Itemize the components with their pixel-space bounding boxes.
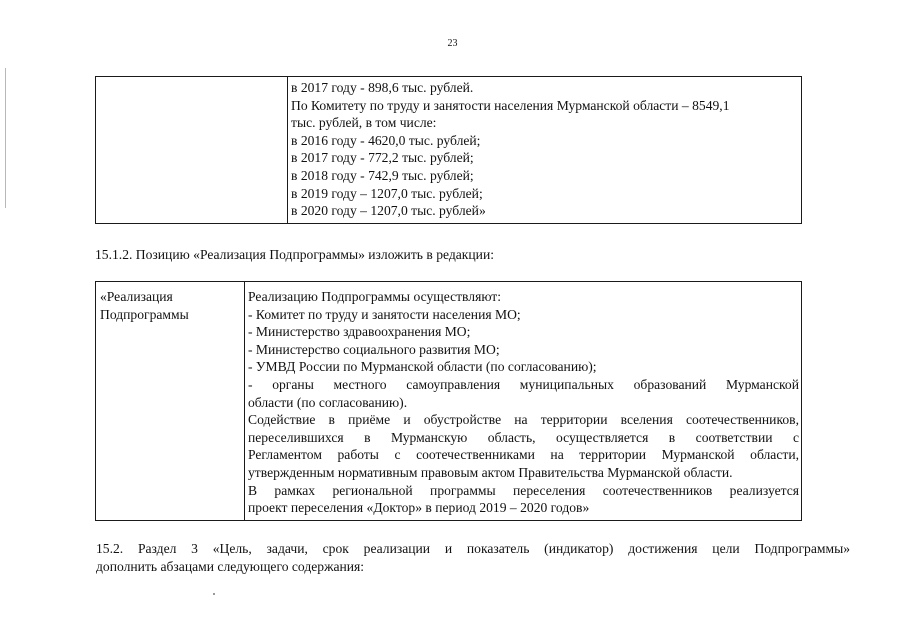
- implementation-line: утвержденным нормативным правовым актом Правительства Мурманской области.: [248, 464, 733, 480]
- implementation-table: [95, 281, 802, 521]
- implementation-line: Содействие в приёме и обустройстве на территории вселения соотечественников,: [248, 412, 799, 428]
- funding-table: [95, 76, 802, 224]
- position-label-cell: [96, 282, 245, 521]
- section-152-line: дополнить абзацами следующего содержания:: [96, 558, 365, 574]
- table-row: [96, 282, 802, 521]
- funding-line: в 2019 году – 1207,0 тыс. рублей;: [291, 185, 483, 201]
- position-label-line: Подпрограммы: [100, 306, 189, 322]
- funding-line: По Комитету по труду и занятости населения Мурманской области – 8549,1: [291, 97, 730, 113]
- implementation-line: - Министерство социального развития МО;: [248, 341, 500, 357]
- implementation-cell: [245, 282, 802, 521]
- implementation-line: проект переселения «Доктор» в период 2019 – 2020 годов»: [248, 500, 590, 516]
- funding-line: тыс. рублей, в том числе:: [291, 115, 437, 131]
- implementation-line: - органы местного самоуправления муниципальных образований Мурманской: [248, 376, 799, 392]
- scan-edge-line: [5, 68, 6, 208]
- section-152-line: 15.2. Раздел 3 «Цель, задачи, срок реализации и показатель (индикатор) достижения цели Подпрограммы»: [96, 541, 850, 556]
- table-row: [96, 77, 802, 224]
- implementation-line: В рамках региональной программы переселения соотечественников реализуется: [248, 482, 799, 498]
- funding-cell: [288, 77, 802, 224]
- funding-line: в 2016 году - 4620,0 тыс. рублей;: [291, 132, 481, 148]
- section-152-paragraph: [96, 540, 850, 575]
- funding-line: в 2018 году - 742,9 тыс. рублей;: [291, 167, 474, 183]
- implementation-line: - Министерство здравоохранения МО;: [248, 324, 471, 340]
- position-label-line: «Реализация: [100, 289, 173, 304]
- implementation-line: переселившихся в Мурманскую область, осуществляется в соответствии с: [248, 429, 799, 445]
- scan-speck: [213, 593, 215, 595]
- table-cell-empty: [96, 77, 288, 224]
- implementation-line: области (по согласованию).: [248, 394, 408, 410]
- implementation-line: Регламентом работы с соотечественниками на территории Мурманской области,: [248, 447, 799, 463]
- implementation-line: - УМВД России по Мурманской области (по согласованию);: [248, 359, 597, 375]
- page-number: 23: [447, 38, 458, 49]
- funding-line: в 2020 году – 1207,0 тыс. рублей»: [291, 203, 486, 219]
- implementation-line: - Комитет по труду и занятости населения МО;: [248, 306, 521, 322]
- section-1512-heading: 15.1.2. Позицию «Реализация Подпрограммы» изложить в редакции:: [95, 247, 494, 262]
- funding-line: в 2017 году - 772,2 тыс. рублей;: [291, 150, 474, 166]
- implementation-line: Реализацию Подпрограммы осуществляют:: [248, 289, 502, 304]
- funding-line: в 2017 году - 898,6 тыс. рублей.: [291, 80, 474, 95]
